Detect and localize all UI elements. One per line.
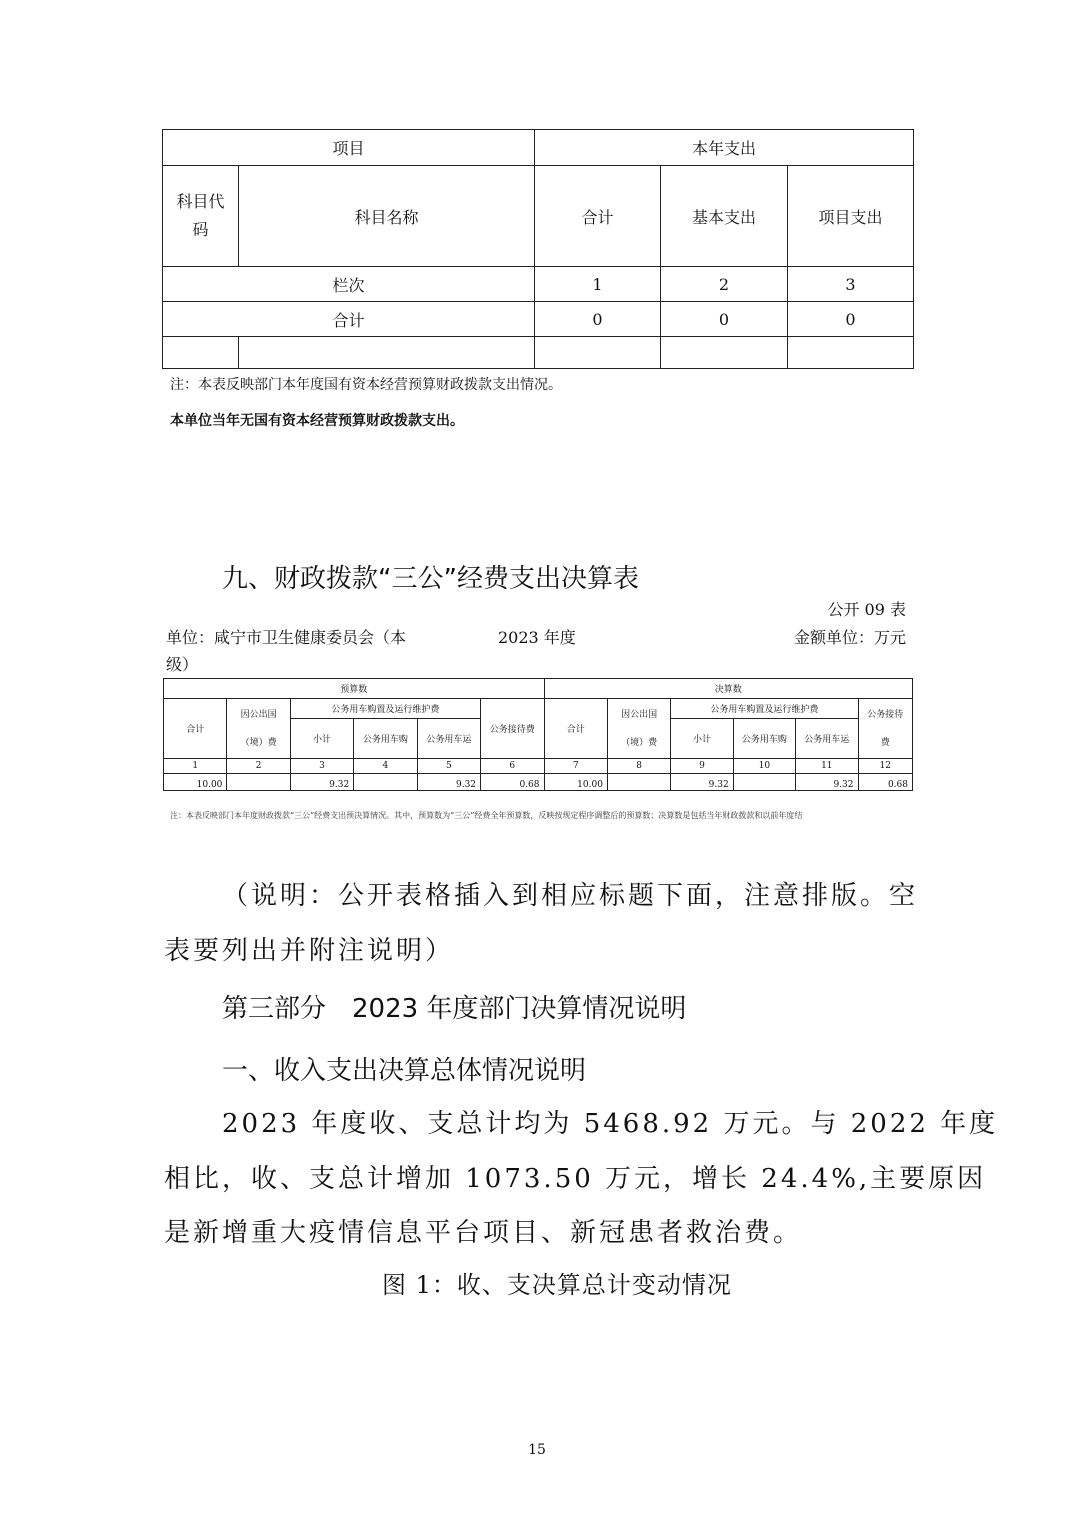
figure-caption: 图 1：收、支决算总计变动情况 xyxy=(382,1271,732,1299)
budget-reception-header: 公务接待费 xyxy=(481,699,544,759)
unit-label-cont: 级） xyxy=(166,655,199,674)
column-number: 7 xyxy=(544,759,607,774)
row-column-label: 栏次 xyxy=(163,267,535,302)
actual-header: 决算数 xyxy=(544,679,912,699)
col-basic: 基本支出 xyxy=(661,166,788,267)
column-number: 8 xyxy=(607,759,670,774)
table1-note: 注：本表反映部门本年度国有资本经营预算财政拨款支出情况。 xyxy=(170,377,562,393)
col-total: 合计 xyxy=(535,166,661,267)
total-3: 0 xyxy=(788,302,914,337)
value-cell: 9.32 xyxy=(796,774,858,791)
col-project: 项目支出 xyxy=(788,166,914,267)
row-total-label: 合计 xyxy=(163,302,535,337)
budget-vehicle-header: 公务用车购置及运行维护费 xyxy=(290,699,480,719)
value-cell: 9.32 xyxy=(671,774,733,791)
value-cell: 10.00 xyxy=(544,774,607,791)
actual-abroad-header: 因公出国 （境）费 xyxy=(607,699,670,759)
amount-unit: 金额单位：万元 xyxy=(793,628,906,647)
value-cell xyxy=(354,774,417,791)
capital-budget-table xyxy=(162,129,914,369)
fiscal-year: 2023 年度 xyxy=(498,628,576,647)
budget-total-header: 合计 xyxy=(164,699,227,759)
value-cell xyxy=(607,774,670,791)
value-cell xyxy=(227,774,290,791)
column-number: 9 xyxy=(671,759,733,774)
column-number: 6 xyxy=(481,759,544,774)
column-number: 3 xyxy=(290,759,353,774)
actual-purchase: 公务用车购 xyxy=(733,719,795,759)
value-cell: 9.32 xyxy=(290,774,353,791)
empty-cell xyxy=(163,337,239,369)
empty-cell xyxy=(535,337,661,369)
column-number: 10 xyxy=(733,759,795,774)
budget-subtotal: 小计 xyxy=(290,719,353,759)
budget-purchase: 公务用车购 xyxy=(354,719,417,759)
instruction-line-2: 表要列出并附注说明） xyxy=(164,936,455,966)
empty-cell xyxy=(661,337,788,369)
paragraph-line-3: 是新增重大疫情信息平台项目、新冠患者救治费。 xyxy=(164,1218,803,1248)
form-number: 公开 09 表 xyxy=(827,600,906,619)
total-2: 0 xyxy=(661,302,788,337)
col-num-3: 3 xyxy=(788,267,914,302)
page-number: 15 xyxy=(528,1442,546,1458)
col-num-2: 2 xyxy=(661,267,788,302)
column-number: 5 xyxy=(417,759,480,774)
column-number: 2 xyxy=(227,759,290,774)
total-1: 0 xyxy=(535,302,661,337)
budget-abroad-header: 因公出国 （境）费 xyxy=(227,699,290,759)
value-cell xyxy=(733,774,795,791)
paragraph-line-1: 2023 年度收、支总计均为 5468.92 万元。与 2022 年度 xyxy=(222,1109,999,1139)
table1-empty-statement: 本单位当年无国有资本经营预算财政拨款支出。 xyxy=(170,413,464,429)
budget-header: 预算数 xyxy=(164,679,545,699)
header-current-year: 本年支出 xyxy=(535,130,914,166)
value-cell: 10.00 xyxy=(164,774,227,791)
actual-subtotal: 小计 xyxy=(671,719,733,759)
value-cell: 0.68 xyxy=(858,774,913,791)
empty-cell xyxy=(788,337,914,369)
table2-note: 注：本表反映部门本年度财政拨款“三公”经费支出预决算情况。其中，预算数为“三公”经费全年预算数，反映按规定程序调整后的预算数；决算数是包括当年财政拨款和以前年度结 xyxy=(170,811,803,820)
actual-total-header: 合计 xyxy=(544,699,607,759)
paragraph-line-2: 相比，收、支总计增加 1073.50 万元，增长 24.4%,主要原因 xyxy=(164,1164,987,1194)
column-number: 11 xyxy=(796,759,858,774)
col-name: 科目名称 xyxy=(239,166,535,267)
budget-operation: 公务用车运 xyxy=(417,719,480,759)
subsection-title: 一、收入支出决算总体情况说明 xyxy=(222,1056,587,1086)
actual-vehicle-header: 公务用车购置及运行维护费 xyxy=(671,699,858,719)
column-number: 1 xyxy=(164,759,227,774)
unit-label: 单位：咸宁市卫生健康委员会（本 xyxy=(166,628,407,647)
col-num-1: 1 xyxy=(535,267,661,302)
header-project: 项目 xyxy=(163,130,535,166)
actual-reception-header: 公务接待 费 xyxy=(858,699,913,759)
part3-title: 第三部分 2023 年度部门决算情况说明 xyxy=(222,994,687,1024)
instruction-line-1: （说明：公开表格插入到相应标题下面，注意排版。空 xyxy=(222,881,919,911)
col-code: 科目代码 xyxy=(163,166,239,267)
section-title: 九、财政拨款“三公”经费支出决算表 xyxy=(222,564,639,594)
column-number: 12 xyxy=(858,759,913,774)
column-number: 4 xyxy=(354,759,417,774)
empty-cell xyxy=(239,337,535,369)
value-cell: 9.32 xyxy=(417,774,480,791)
value-cell: 0.68 xyxy=(481,774,544,791)
actual-operation: 公务用车运 xyxy=(796,719,858,759)
three-public-expense-table xyxy=(163,678,913,791)
